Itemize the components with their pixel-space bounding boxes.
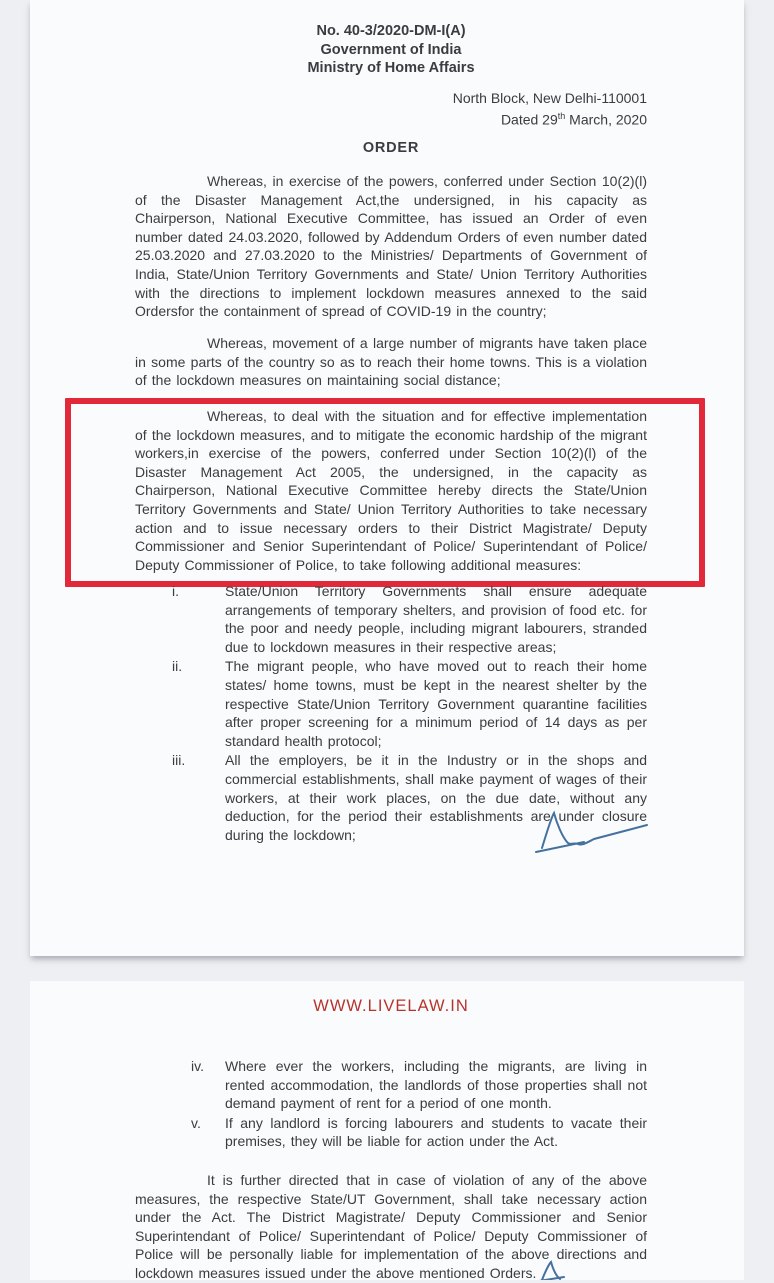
list-item-number: iii. (172, 752, 186, 769)
list-item-number: ii. (172, 658, 183, 675)
list-item-number: v. (191, 1114, 201, 1131)
whereas-paragraph-1: Whereas, in exercise of the powers, conferred under Section 10(2)(l) of the Disaster Management Act,the undersigned, in his capacity as Chairperson, National Executive Committee, has issued an Order of even number dated 24.03.2020, followed by Addendum Orders of even number dated 25.03.2020 and 27.03.2020 to the Ministries/ Departments of Government of India, State/Union Territory Governments and State/ Union Territory Authorities with the directions to implement lockdown measures annexed to the said Ordersfor the containment of spread of COVID-19 in the country; (135, 173, 647, 320)
measures-list-1 (135, 582, 647, 844)
final-directive-paragraph: It is further directed that in case of violation of any of the above measures, the respective State/UT Government, shall take necessary action under the Act. The District Magistrate/ Deputy Commissioner and Senior Superintendant of Police/ Superintendant of Police/ Deputy Commissioner of Police will be personally liable for implementation of the above directions and lockdown measures issued under the above mentioned Orders. (135, 1172, 647, 1281)
date-suffix: March, 2020 (565, 111, 647, 128)
watermark-livelaw: WWW.LIVELAW.IN (313, 997, 469, 1015)
address-line: North Block, New Delhi-110001 (452, 90, 647, 106)
list-item-text: All the employers, be it in the Industry or in the shops and commercial establishments, shall make payment of wages of their workers, at their work places, on the due date, without any deduction, for the period their establishments are under closure during the lockdown; (225, 752, 647, 843)
letterhead (135, 22, 647, 78)
document-page-2 (30, 981, 744, 1280)
address-block (135, 90, 647, 129)
order-heading: ORDER (362, 140, 420, 156)
list-item-iv (135, 1057, 647, 1113)
list-item-text: Where ever the workers, including the migrants, are living in rented accommodation, the landlords of those properties shall not demand payment of rent for a period of one month. (225, 1058, 647, 1112)
date-ordinal-suffix: th (557, 110, 566, 121)
document-page-1 (30, 0, 744, 956)
list-item-v (135, 1114, 647, 1151)
whereas-paragraph-3-highlighted: Whereas, to deal with the situation and for effective implementation of the lockdown measures, and to mitigate the economic hardship of the migrant workers,in exercise of the powers, conferred under Section 10(2)(l) of the Disaster Management Act 2005, the undersigned, in the capacity as Chairperson, National Executive Committee hereby directs the State/Union Territory Governments and State/ Union Territory Authorities to take necessary action and to issue necessary orders to their District Magistrate/ Deputy Commissioner and Senior Superintendant of Police/ Superintendant of Police/ Deputy Commissioner of Police, to take following additional measures: (135, 408, 647, 573)
signature-icon (502, 806, 654, 868)
measures-list-2 (135, 1057, 647, 1151)
date-prefix: Dated 29 (500, 111, 558, 128)
partial-signature-icon (535, 1260, 575, 1280)
list-item-text: The migrant people, who have moved out to reach their home states/ home towns, must be kept in the nearest shelter by the respective State/Union Territory Government quarantine facilities after proper screening for a minimum period of 14 days as per standard health protocol; (225, 658, 647, 749)
org-name: Government of India (320, 41, 462, 58)
list-item-number: i. (172, 583, 179, 599)
reference-number: No. 40-3/2020-DM-I(A) (316, 23, 466, 39)
list-item-number: iv. (191, 1058, 204, 1074)
list-item-text: If any landlord is forcing labourers and students to vacate their premises, they will be liable for action under the Act. (225, 1114, 647, 1150)
list-item-text: State/Union Territory Governments shall ensure adequate arrangements of temporary shelters, and provision of food etc. for the poor and needy people, including migrant labourers, stranded due to lockdown measures in their respective areas; (225, 583, 647, 655)
ministry-name: Ministry of Home Affairs (307, 60, 475, 76)
date-line (135, 108, 647, 129)
whereas-paragraph-2: Whereas, movement of a large number of migrants have taken place in some parts of the country so as to reach their home towns. This is a violation of the lockdown measures on maintaining social distance; (135, 335, 647, 389)
list-item-i (135, 582, 647, 656)
list-item-ii (135, 657, 647, 750)
